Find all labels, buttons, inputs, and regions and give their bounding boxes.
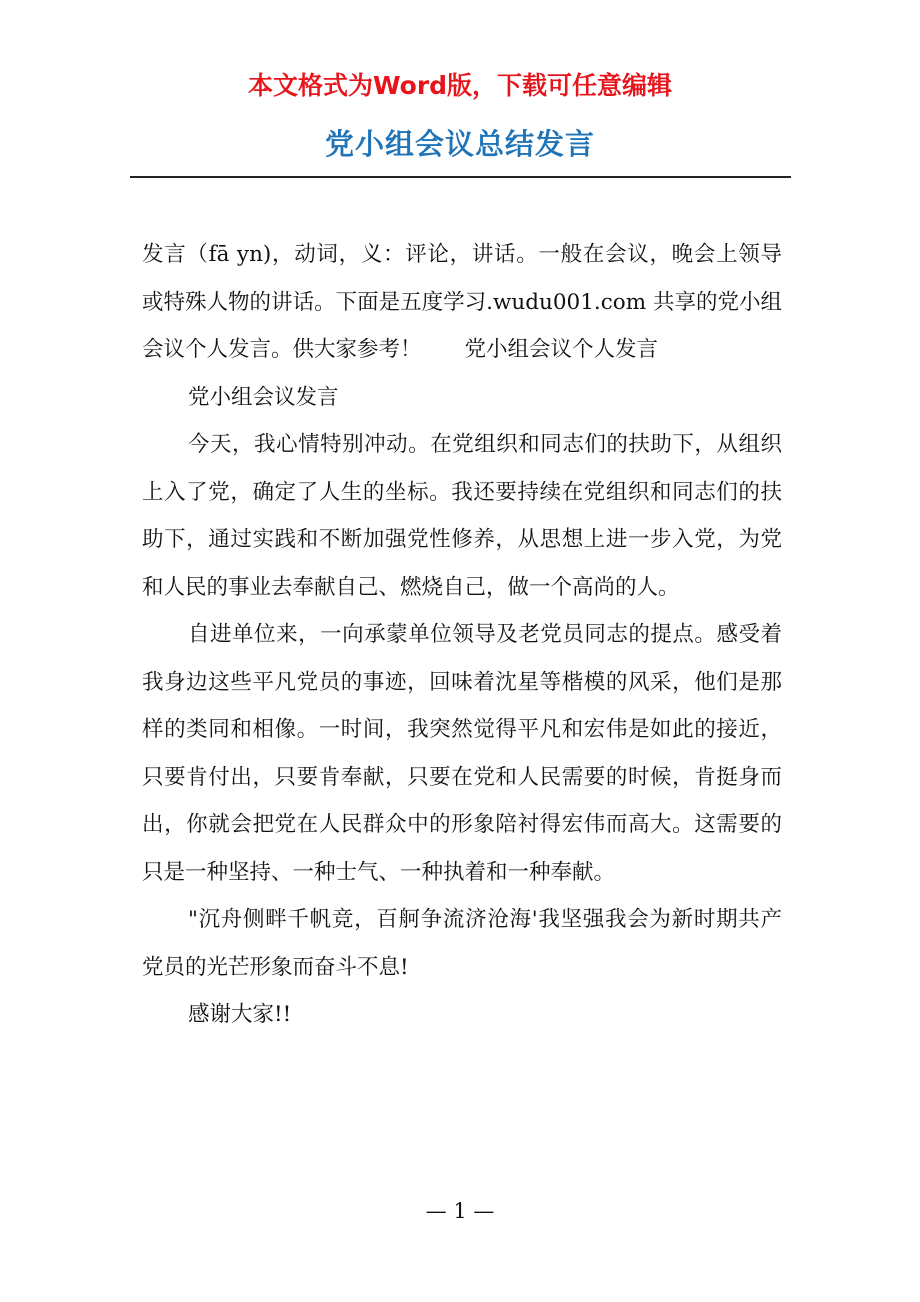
document-body xyxy=(142,231,782,1039)
title-divider xyxy=(130,176,791,178)
closing-line: 感谢大家!! xyxy=(188,1002,292,1027)
body-paragraph: "沉舟侧畔千帆竞，百舸争流济沧海'我坚强我会为新时期共产党员的光芒形象而奋斗不息! xyxy=(142,907,782,980)
body-paragraph: 自进单位来，一向承蒙单位领导及老党员同志的提点。感受着我身边这些平凡党员的事迹，回味着沈星等楷模的风采，他们是那样的类同和相像。一时间，我突然觉得平凡和宏伟是如此的接近，只要肯付出，只要肯奉献，只要在党和人民需要的时候，肯挺身而出，你就会把党在人民群众中的形象陪衬得宏伟而高大。这需要的只是一种坚持、一种士气、一种执着和一种奉献。 xyxy=(142,622,782,885)
intro-paragraph: 发言（fā yn)，动词，义：评论，讲话。一般在会议，晚会上领导或特殊人物的讲话。下面是五度学习.wudu001.com 共享的党小组会议个人发言。供大家参考！ 党小组会议个人发言 xyxy=(142,242,782,362)
page-number: — 1 — xyxy=(425,1199,495,1223)
section-heading: 党小组会议发言 xyxy=(188,384,339,410)
body-paragraph: 今天，我心情特别冲动。在党组织和同志们的扶助下，从组织上入了党，确定了人生的坐标。我还要持续在党组织和同志们的扶助下，通过实践和不断加强党性修养，从思想上进一步入党，为党和人民的事业去奉献自己、燃烧自己，做一个高尚的人。 xyxy=(142,432,782,600)
download-banner: 本文格式为Word版，下载可任意编辑 xyxy=(247,71,673,100)
document-title: 党小组会议总结发言 xyxy=(324,127,595,161)
